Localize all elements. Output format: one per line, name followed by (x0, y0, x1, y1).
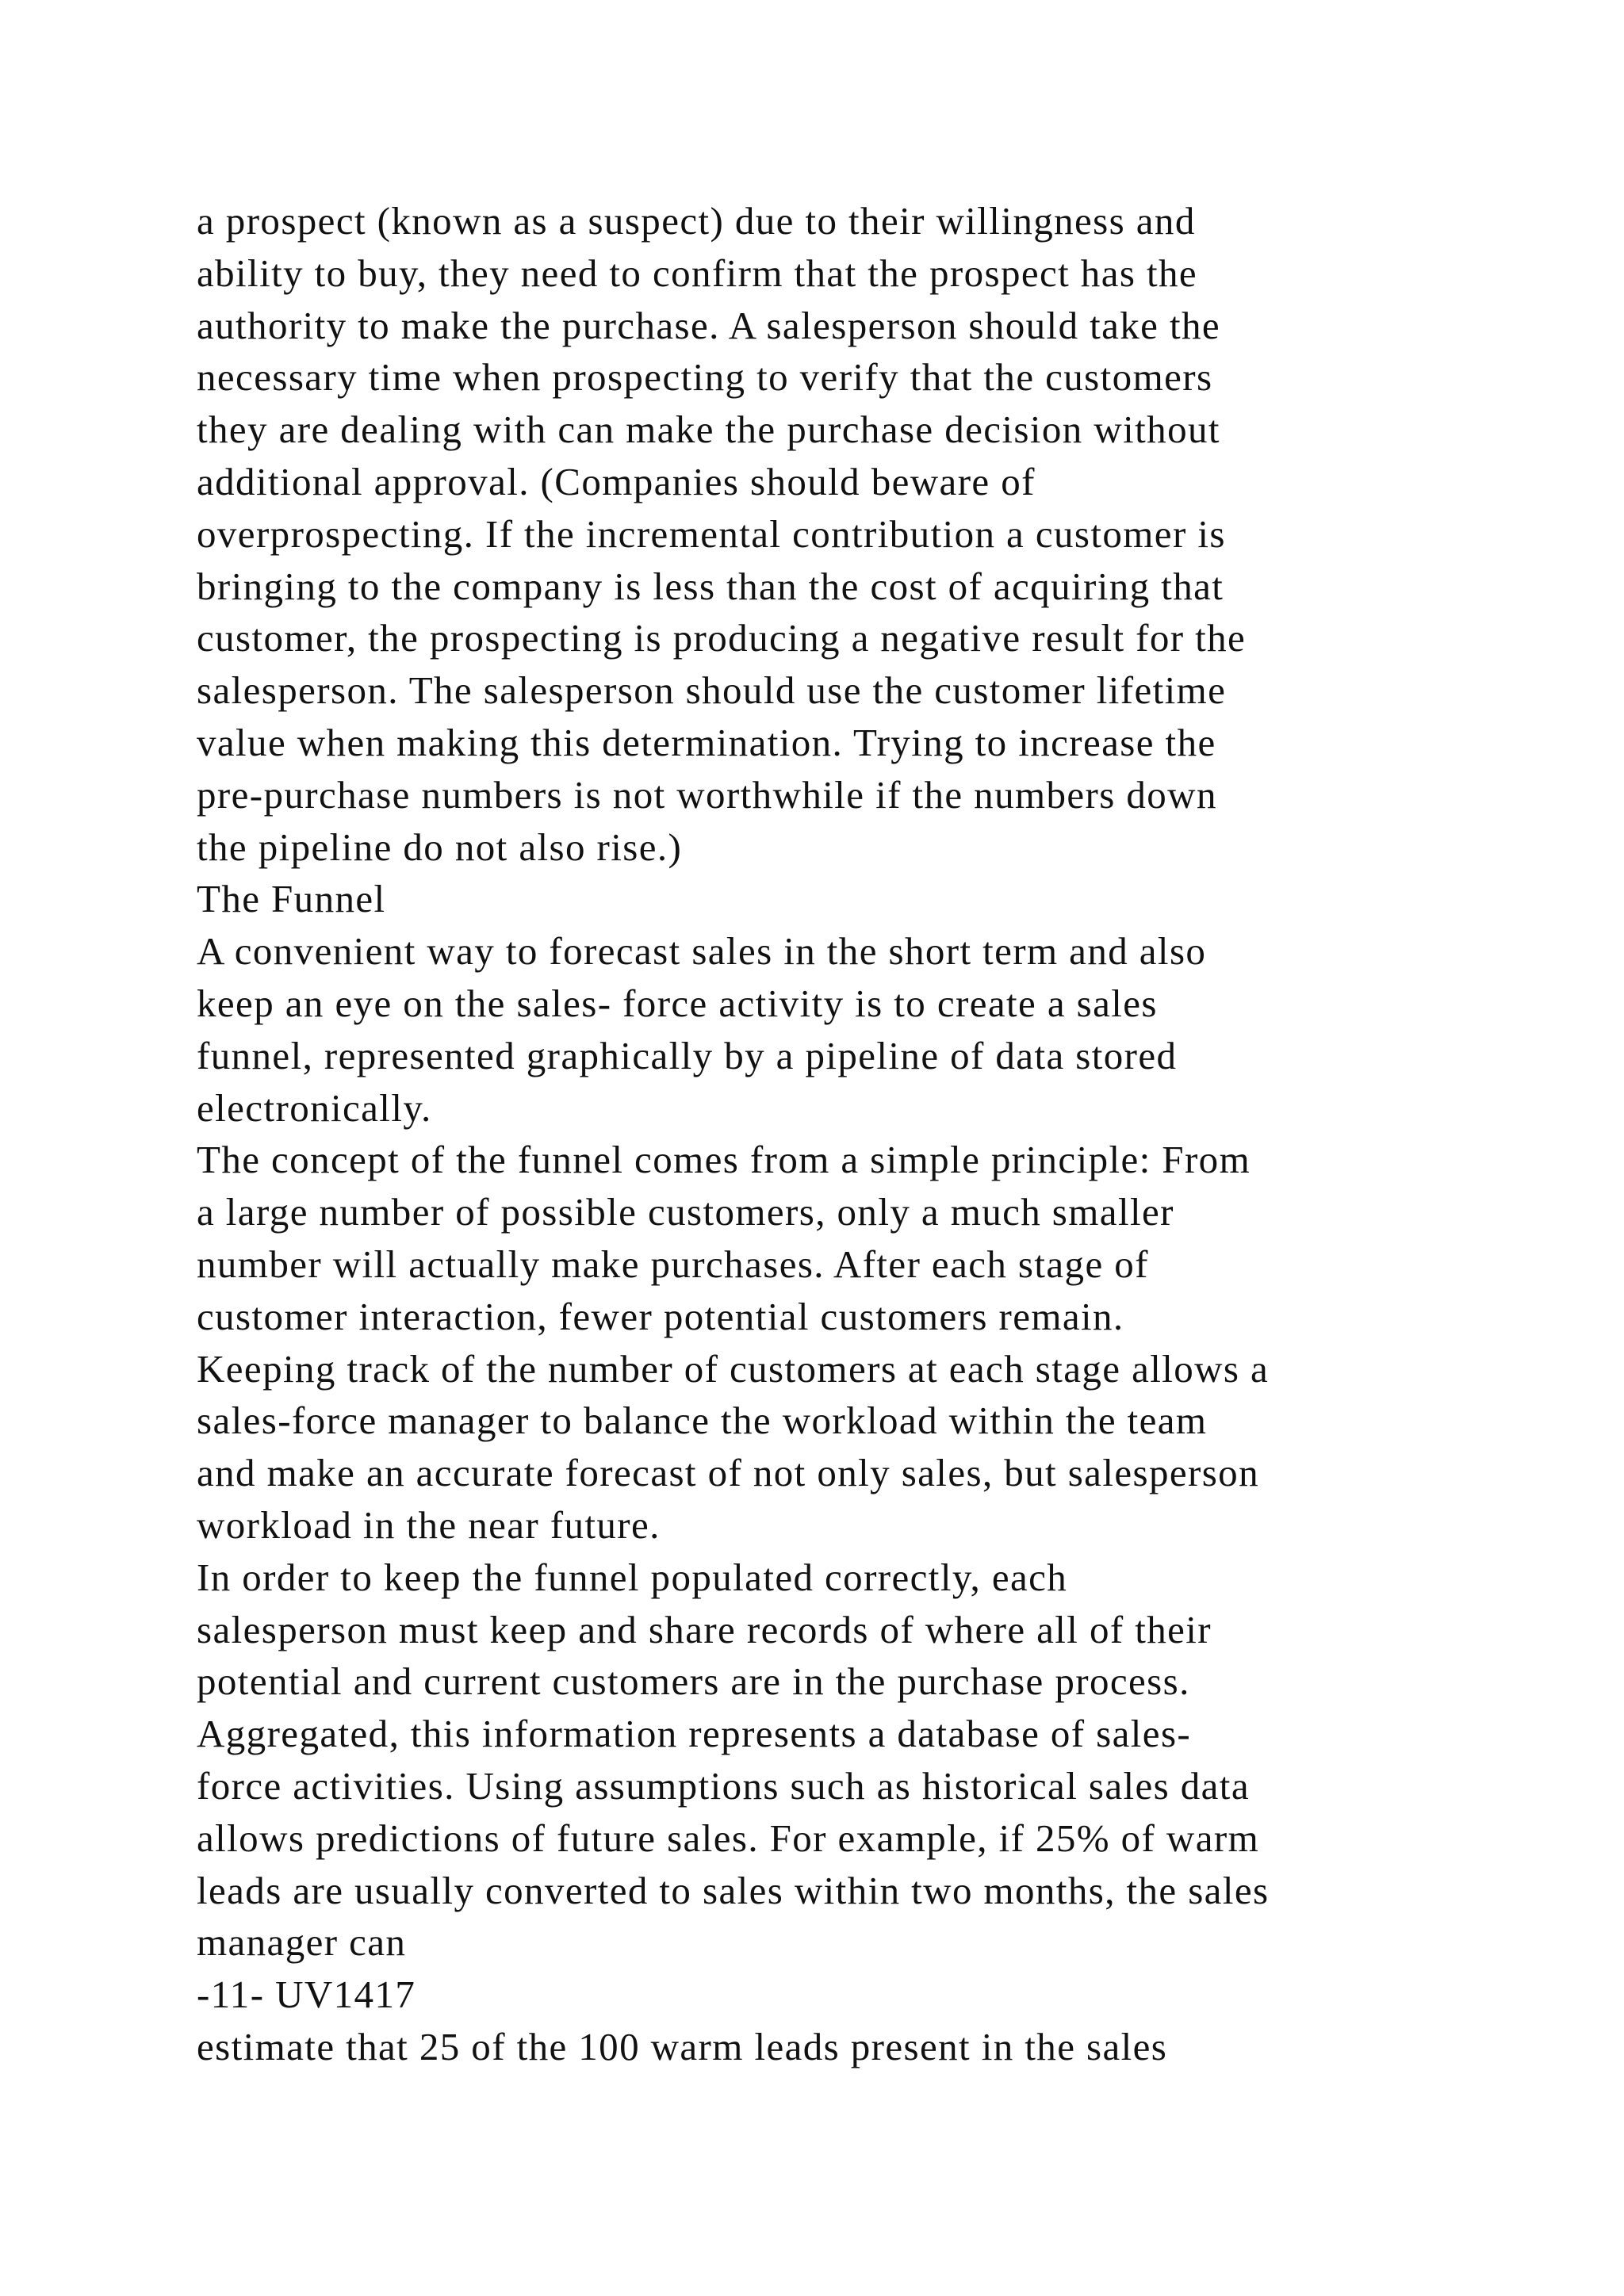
text-line: authority to make the purchase. A salesperson should take the (197, 303, 1221, 347)
text-line: pre-purchase numbers is not worthwhile if the numbers down (197, 772, 1217, 817)
text-line: salesperson. The salesperson should use the customer lifetime (197, 668, 1227, 713)
text-line: electronically. (197, 1085, 432, 1130)
text-line: The concept of the funnel comes from a simple principle: From (197, 1138, 1251, 1182)
text-line: necessary time when prospecting to verify that the customers (197, 355, 1213, 400)
text-line: Aggregated, this information represents a database of sales- (197, 1712, 1192, 1756)
text-line: customer interaction, fewer potential customers remain. (197, 1294, 1124, 1338)
text-line: overprospecting. If the incremental contribution a customer is (197, 511, 1226, 556)
page-marker: -11- UV1417 (197, 1973, 416, 2017)
text-line: salesperson must keep and share records of where all of their (197, 1607, 1212, 1651)
body-text (197, 195, 1465, 2073)
text-line: In order to keep the funnel populated correctly, each (197, 1555, 1068, 1599)
text-line: sales-force manager to balance the workload within the team (197, 1399, 1208, 1443)
text-line: bringing to the company is less than the cost of acquiring that (197, 564, 1224, 608)
text-line: manager can (197, 1920, 407, 1965)
text-line: workload in the near future. (197, 1502, 661, 1547)
text-line: leads are usually converted to sales within two months, the sales (197, 1868, 1270, 1912)
text-line: funnel, represented graphically by a pipeline of data stored (197, 1033, 1178, 1077)
text-line: value when making this determination. Trying to increase the (197, 720, 1216, 764)
text-line: force activities. Using assumptions such as historical sales data (197, 1763, 1250, 1808)
text-line: allows predictions of future sales. For example, if 25% of warm (197, 1816, 1260, 1860)
text-line: and make an accurate forecast of not only sales, but salesperson (197, 1451, 1259, 1495)
text-line: a large number of possible customers, only a much smaller (197, 1190, 1174, 1234)
text-line: the pipeline do not also rise.) (197, 825, 683, 869)
text-line: keep an eye on the sales- force activity is to create a sales (197, 981, 1158, 1025)
text-line: additional approval. (Companies should beware of (197, 459, 1036, 503)
text-line: Keeping track of the number of customers at each stage allows a (197, 1346, 1270, 1391)
text-line: ability to buy, they need to confirm that the prospect has the (197, 251, 1198, 295)
text-line: number will actually make purchases. After each stage of (197, 1242, 1149, 1286)
text-line: estimate that 25 of the 100 warm leads present in the sales (197, 2024, 1168, 2068)
text-line: a prospect (known as a suspect) due to their willingness and (197, 199, 1196, 243)
text-line: customer, the prospecting is producing a negative result for the (197, 616, 1247, 660)
text-line: A convenient way to forecast sales in the short term and also (197, 929, 1207, 974)
text-line: they are dealing with can make the purchase decision without (197, 408, 1220, 452)
section-heading: The Funnel (197, 877, 386, 921)
text-line: potential and current customers are in the purchase process. (197, 1659, 1190, 1704)
